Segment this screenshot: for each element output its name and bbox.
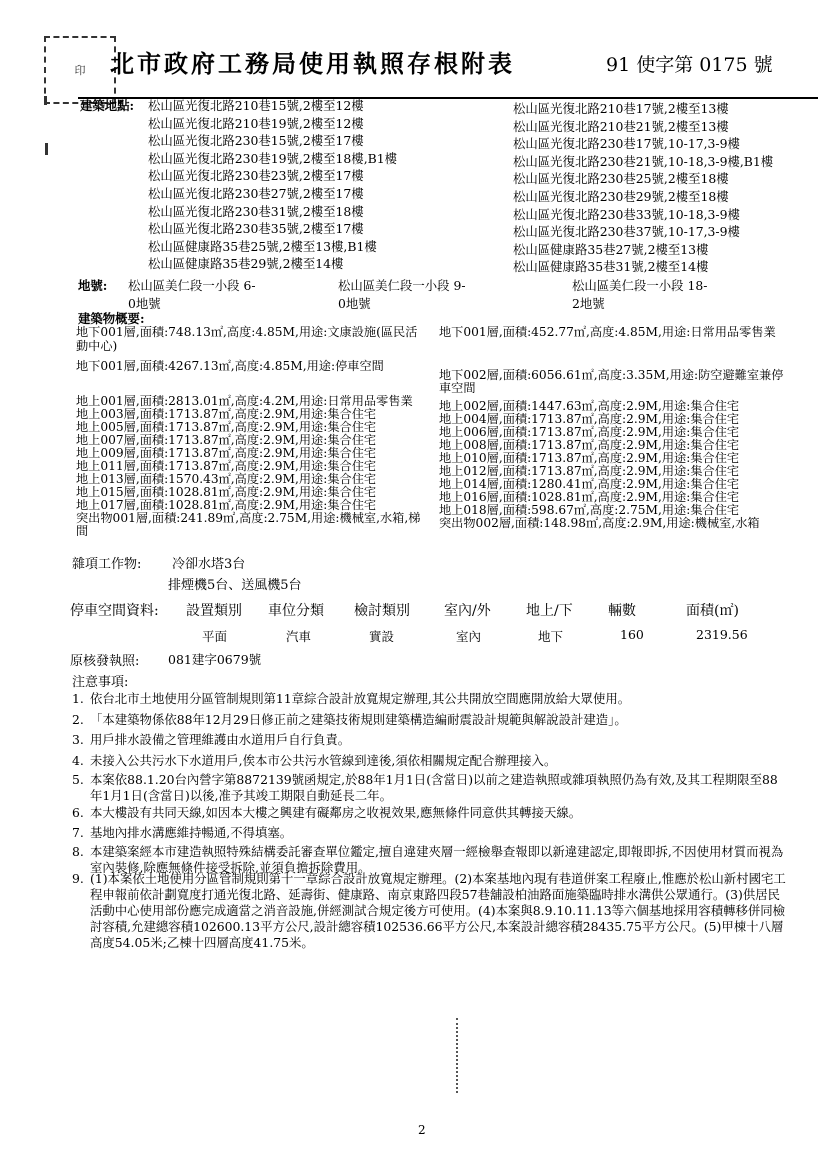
site-label: 建築地點: [80, 98, 135, 113]
address-line: 松山區光復北路210巷17號,2樓至13樓 [513, 101, 729, 116]
floor-row: 地下001層,面積:748.13㎡,高度:4.85M,用途:文康設施(區民活 [76, 325, 418, 339]
address-line: 松山區光復北路230巷25號,2樓至18樓 [513, 171, 729, 187]
note-text: 基地內排水溝應維持暢通,不得填塞。 [90, 825, 293, 840]
lot-line: 松山區美仁段一小段 9- [338, 278, 466, 293]
seal-stamp: 印 [44, 36, 116, 104]
address-line: 松山區健康路35巷25號,2樓至13樓,B1樓 [148, 238, 377, 254]
note-number: 7. [72, 825, 84, 840]
parking-header: 面積(㎡) [686, 603, 739, 619]
lot-item [572, 277, 707, 312]
parking-value: 室內 [456, 629, 482, 644]
address-line: 松山區健康路35巷29號,2樓至14樓 [148, 256, 344, 272]
floor-row: 地上004層,面積:1713.87㎡,高度:2.9M,用途:集合住宅 [439, 412, 740, 426]
lot-label: 地號: [78, 278, 108, 293]
floor-row: 地上010層,面積:1713.87㎡,高度:2.9M,用途:集合住宅 [439, 451, 740, 465]
lot-item [338, 277, 466, 312]
parking-header: 輛數 [608, 603, 636, 619]
parking-value: 2319.56 [696, 627, 748, 642]
parking-header: 室內/外 [444, 603, 491, 619]
note-item [72, 753, 792, 769]
notes-label: 注意事項: [72, 675, 129, 690]
address-line: 松山區光復北路230巷33號,10-18,3-9樓 [513, 206, 740, 222]
note-number: 8. [72, 844, 84, 859]
address-line: 松山區光復北路230巷37號,10-17,3-9樓 [513, 224, 740, 240]
note-number: 9. [72, 871, 84, 886]
floor-row: 地上002層,面積:1447.63㎡,高度:2.9M,用途:集合住宅 [439, 399, 740, 413]
misc-works-item: 排煙機5台、送風機5台 [168, 578, 302, 593]
lot-line: 松山區美仁段一小段 6- [128, 278, 256, 293]
note-text: 「本建築物係依88年12月29日修正前之建築技術規則建築構造編耐震設計規範與解說設計建造」。 [90, 712, 627, 727]
parking-value: 160 [620, 627, 644, 642]
floor-row: 車空間 [439, 381, 476, 395]
note-text: 本案依88.1.20台內營字第8872139號函規定,於88年1月1日(含當日)以前之建造執照或雜項執照仍為有效,及其工程期限至88年1月1日(含當日)以後,准予其竣工期限自動延長二年。 [90, 772, 778, 803]
floor-row: 地上003層,面積:1713.87㎡,高度:2.9M,用途:集合住宅 [76, 407, 377, 421]
page-number: 2 [418, 1123, 426, 1137]
floor-row: 地上018層,面積:598.67㎡,高度:2.75M,用途:集合住宅 [439, 503, 740, 517]
note-item [72, 871, 792, 951]
floor-row: 地上011層,面積:1713.87㎡,高度:2.9M,用途:集合住宅 [76, 459, 377, 473]
floor-row: 地上012層,面積:1713.87㎡,高度:2.9M,用途:集合住宅 [439, 464, 740, 478]
floor-row: 地下002層,面積:6056.61㎡,高度:3.35M,用途:防空避難室兼停 [439, 368, 784, 382]
address-line: 松山區光復北路230巷23號,2樓至17樓 [148, 168, 364, 184]
floor-row: 地上009層,面積:1713.87㎡,高度:2.9M,用途:集合住宅 [76, 446, 377, 460]
floor-row: 地上001層,面積:2813.01㎡,高度:4.2M,用途:日常用品零售業 [76, 394, 413, 408]
address-list-left [148, 97, 397, 273]
address-line: 松山區光復北路230巷17號,10-17,3-9樓 [513, 136, 740, 152]
address-line: 松山區光復北路230巷31號,2樓至18樓 [148, 203, 364, 219]
floor-row: 地上006層,面積:1713.87㎡,高度:2.9M,用途:集合住宅 [439, 425, 740, 439]
note-number: 5. [72, 772, 84, 787]
parking-header: 地上/下 [526, 603, 573, 619]
building-summary-label: 建築物概要: [78, 311, 145, 326]
address-line: 松山區光復北路230巷15號,2樓至17樓 [148, 133, 364, 149]
note-text: 依台北市土地使用分區管制規則第11章綜合設計放寬規定辦理,其公共開放空間應開放給大眾使用。 [90, 691, 631, 706]
address-line: 松山區光復北路230巷35號,2樓至17樓 [148, 221, 364, 237]
parking-label: 停車空間資料: [70, 603, 159, 619]
parking-value: 汽車 [286, 629, 312, 644]
note-item [72, 691, 792, 707]
address-list-right [513, 100, 773, 276]
floor-row: 地上008層,面積:1713.87㎡,高度:2.9M,用途:集合住宅 [439, 438, 740, 452]
address-line: 松山區光復北路210巷19號,2樓至12樓 [148, 115, 364, 131]
floor-row: 地上015層,面積:1028.81㎡,高度:2.9M,用途:集合住宅 [76, 485, 377, 499]
note-text: (1)本案依土地使用分區管制規則第十一章綜合設計放寬規定辦理。(2)本案基地內現有巷道併案工程廢止,惟應於松山新村國宅工程申報前依計劃寬度打通光復北路、延壽街、健康路、南京東路四段57巷舖設柏油路面施築臨時排水溝供公眾通行。(3)供居民活動中心使用部份應完成適當之消音設施,併經測試合規定後方可使用。(4)本案與8.9.10.11.13等六個基地採用容積轉移併同檢討容積,允建總容積102600.13平方公尺,設計總容積102536.66平方公尺,本案設計總容積28435.75平方公尺。(5)甲棟十八層高度54.05米;乙棟十四層高度41.75米。 [90, 871, 786, 950]
note-number: 2. [72, 712, 84, 727]
floor-row: 地上005層,面積:1713.87㎡,高度:2.9M,用途:集合住宅 [76, 420, 377, 434]
permit-number: 91 使字第 0175 號 [606, 54, 773, 76]
floor-row: 突出物001層,面積:241.89㎡,高度:2.75M,用途:機械室,水箱,梯 [76, 511, 421, 525]
lot-line: 2地號 [572, 295, 605, 311]
floor-row: 地上017層,面積:1028.81㎡,高度:2.9M,用途:集合住宅 [76, 498, 377, 512]
note-item [72, 825, 792, 841]
parking-value: 地下 [538, 629, 564, 644]
parking-header: 車位分類 [268, 603, 324, 619]
building-summary [76, 325, 784, 556]
misc-works-item: 冷卻水塔3台 [172, 557, 246, 572]
dotted-line [456, 1018, 458, 1093]
address-line: 松山區健康路35巷31號,2樓至14樓 [513, 259, 709, 275]
note-item [72, 805, 792, 821]
parking-value: 平面 [202, 629, 228, 644]
note-number: 6. [72, 805, 84, 820]
floor-row: 地上016層,面積:1028.81㎡,高度:2.9M,用途:集合住宅 [439, 490, 740, 504]
address-line: 松山區光復北路210巷21號,2樓至13樓 [513, 118, 729, 134]
address-line: 松山區光復北路230巷21號,10-18,3-9樓,B1樓 [513, 153, 774, 169]
parking-header: 檢討類別 [354, 603, 410, 619]
address-line: 松山區光復北路230巷19號,2樓至18樓,B1樓 [148, 150, 398, 166]
margin-mark [44, 96, 47, 105]
note-text: 本大樓設有共同天線,如因本大樓之興建有礙鄰房之收視效果,應無條件同意供其轉接天線。 [90, 805, 582, 820]
address-line: 松山區光復北路210巷15號,2樓至12樓 [148, 98, 364, 113]
address-line: 松山區光復北路230巷29號,2樓至18樓 [513, 188, 729, 204]
page-title: 北市政府工務局使用執照存根附表 [110, 49, 515, 78]
misc-works-label: 雜項工作物: [72, 557, 142, 572]
note-item [72, 732, 792, 748]
floor-row: 突出物002層,面積:148.98㎡,高度:2.9M,用途:機械室,水箱 [439, 516, 760, 530]
lot-line: 0地號 [128, 295, 161, 311]
lot-line: 0地號 [338, 295, 371, 311]
note-text: 本建築案經本市建造執照特殊結構委託審查單位鑑定,擅自違建夾層一經檢舉查報即以新違建認定,即報即拆,不因使用材質而視為室內裝修,除應無條件接受拆除,並須負擔拆除費用。 [90, 844, 784, 875]
lot-item [128, 277, 256, 312]
floor-row: 動中心) [76, 339, 118, 353]
address-line: 松山區光復北路230巷27號,2樓至17樓 [148, 185, 364, 201]
floor-row: 地下001層,面積:4267.13㎡,高度:4.85M,用途:停車空間 [76, 359, 384, 373]
original-permit-label: 原核發執照: [70, 654, 140, 669]
floor-row: 地下001層,面積:452.77㎡,高度:4.85M,用途:日常用品零售業 [439, 325, 776, 339]
parking-value: 實設 [369, 629, 395, 644]
margin-mark [45, 143, 48, 155]
note-number: 3. [72, 732, 84, 747]
floor-row: 地上014層,面積:1280.41㎡,高度:2.9M,用途:集合住宅 [439, 477, 740, 491]
floor-row: 地上013層,面積:1570.43㎡,高度:2.9M,用途:集合住宅 [76, 472, 377, 486]
note-text: 用戶排水設備之管理維護由水道用戶自行負責。 [90, 732, 351, 747]
original-permit-value: 081建字0679號 [168, 652, 262, 667]
address-line: 松山區健康路35巷27號,2樓至13樓 [513, 241, 709, 257]
parking-header: 設置類別 [186, 603, 242, 619]
floor-row: 間 [76, 524, 89, 538]
note-number: 4. [72, 753, 84, 768]
note-item [72, 712, 792, 728]
note-text: 未接入公共污水下水道用戶,俟本市公共污水管線到達後,須依相關規定配合辦理接入。 [90, 753, 557, 768]
note-item [72, 772, 792, 804]
lot-line: 松山區美仁段一小段 18- [572, 278, 708, 293]
floor-row: 地上007層,面積:1713.87㎡,高度:2.9M,用途:集合住宅 [76, 433, 377, 447]
note-number: 1. [72, 691, 84, 706]
